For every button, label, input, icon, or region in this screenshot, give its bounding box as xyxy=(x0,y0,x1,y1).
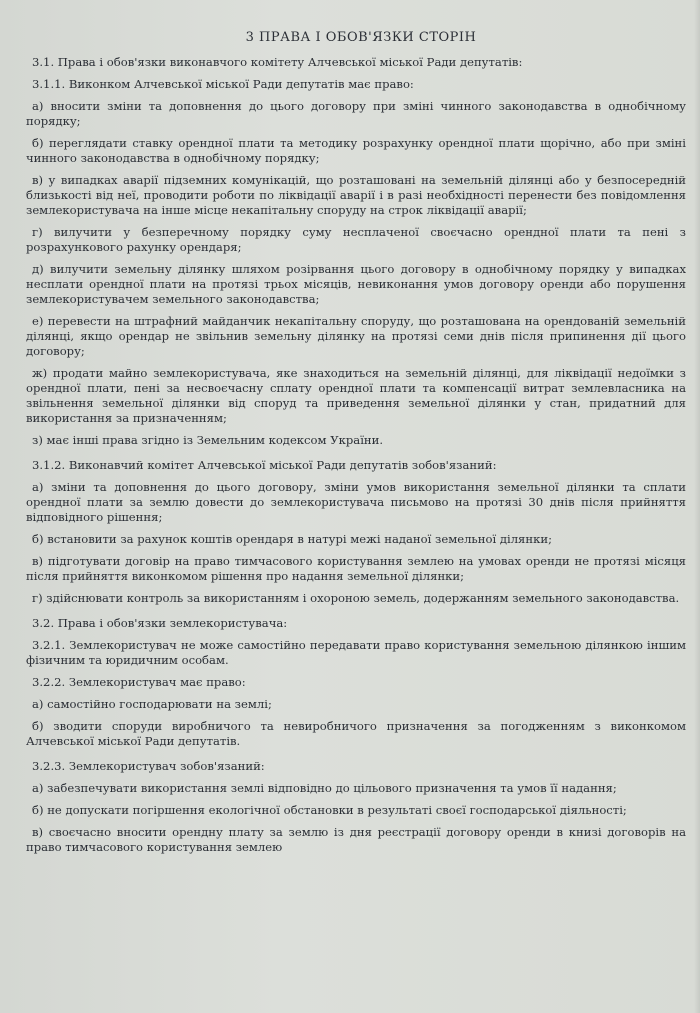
para-3-2-2-a: а) самостійно господарювати на землі; xyxy=(32,697,272,711)
page-edge-shadow xyxy=(694,0,700,1013)
para-3-1-2-a: а) зміни та доповнення до цього договору, зміни умов використання земельної ділянки та сплати орендної плати за землю довести до землекористувача письмово на протязі 30 днів після прийняття відповідного рішення; xyxy=(26,480,686,524)
para-3-1-1-z: з) має інші права згідно із Земельним кодексом України. xyxy=(32,433,384,447)
para-3-2-3-v: в) своєчасно вносити орендну плату за землю із дня реєстрації договору оренди в книзі договорів на право тимчасового користування землею xyxy=(26,825,686,854)
para-3-2-2: 3.2.2. Землекористувач має право: xyxy=(32,675,246,689)
para-3-1-1-a: а) вносити зміни та доповнення до цього договору при зміні чинного законодавства в однобічному порядку; xyxy=(26,99,686,128)
para-3-1-2-b: б) встановити за рахунок коштів орендаря в натурі межі наданої земельної ділянки; xyxy=(32,532,552,546)
para-3-2-3: 3.2.3. Землекористувач зобов'язаний: xyxy=(32,759,265,773)
para-3-1-2-g: г) здійснювати контроль за використанням і охороною земель, додержанням земельного законодавства. xyxy=(32,591,680,605)
para-3-2-2-b: б) зводити споруди виробничого та невиробничого призначення за погодженням з виконкомом Алчевської міської Ради депутатів. xyxy=(26,719,686,748)
para-3-2: 3.2. Права і обов'язки землекористувача: xyxy=(32,616,288,630)
para-3-1-1-b: б) переглядати ставку орендної плати та методику розрахунку орендної плати щорічно, або при зміні чинного законодавства в однобічному порядку; xyxy=(26,136,686,165)
para-3-1-1-zh: ж) продати майно землекористувача, яке знаходиться на земельній ділянці, для ліквідації недоїмки з орендної плати, пені за несвоєчасну сплату орендної плати та компенсації витрат землевласника на звільнення земельної ділянки від споруд та приведення земельної ділянки у стан, придатний для використання за призначенням; xyxy=(26,366,686,425)
para-3-1-2: 3.1.2. Виконавчий комітет Алчевської міської Ради депутатів зобов'язаний: xyxy=(32,458,497,472)
section-title: 3 ПРАВА І ОБОВ'ЯЗКИ СТОРІН xyxy=(245,30,477,45)
para-3-1-1-e: е) перевести на штрафний майданчик некапітальну споруду, що розташована на орендованій земельній ділянці, якщо орендар не звільнив земельну ділянку на протязі семи днів після припинення дії цього договору; xyxy=(26,314,686,358)
para-3-2-3-b: б) не допускати погіршення екологічної обстановки в результаті своєї господарської діяльності; xyxy=(32,803,627,817)
para-3-1-1-g: г) вилучити у безперечному порядку суму несплаченої своєчасно орендної плати та пені з розрахункового рахунку орендаря; xyxy=(26,225,686,254)
para-3-1-1: 3.1.1. Виконком Алчевської міської Ради депутатів має право: xyxy=(32,77,414,91)
para-3-1-1-v: в) у випадках аварії підземних комунікацій, що розташовані на земельній ділянці або у безпосередній близькості від неї, проводити роботи по ліквідації аварії і в разі необхідності перенести без повідомлення землекористувача на інше місце некапітальну споруду на строк ліквідації аварії; xyxy=(26,173,686,217)
para-3-1: 3.1. Права і обов'язки виконавчого комітету Алчевської міської Ради депутатів: xyxy=(32,55,523,69)
para-3-1-1-d: д) вилучити земельну ділянку шляхом розірвання цього договору в однобічному порядку у випадках несплати орендної плати на протязі трьох місяців, невиконання умов договору оренди або порушення землекористувачем земельного законодавства; xyxy=(26,262,686,306)
para-3-2-1: 3.2.1. Землекористувач не може самостійно передавати право користування земельною ділянкою іншим фізичним та юридичним особам. xyxy=(26,638,686,667)
para-3-2-3-a: а) забезпечувати використання землі відповідно до цільового призначення та умов її надання; xyxy=(32,781,617,795)
para-3-1-2-v: в) підготувати договір на право тимчасового користування землею на умовах оренди не протязі місяця після прийняття виконкомом рішення про надання земельної ділянки; xyxy=(26,554,686,583)
